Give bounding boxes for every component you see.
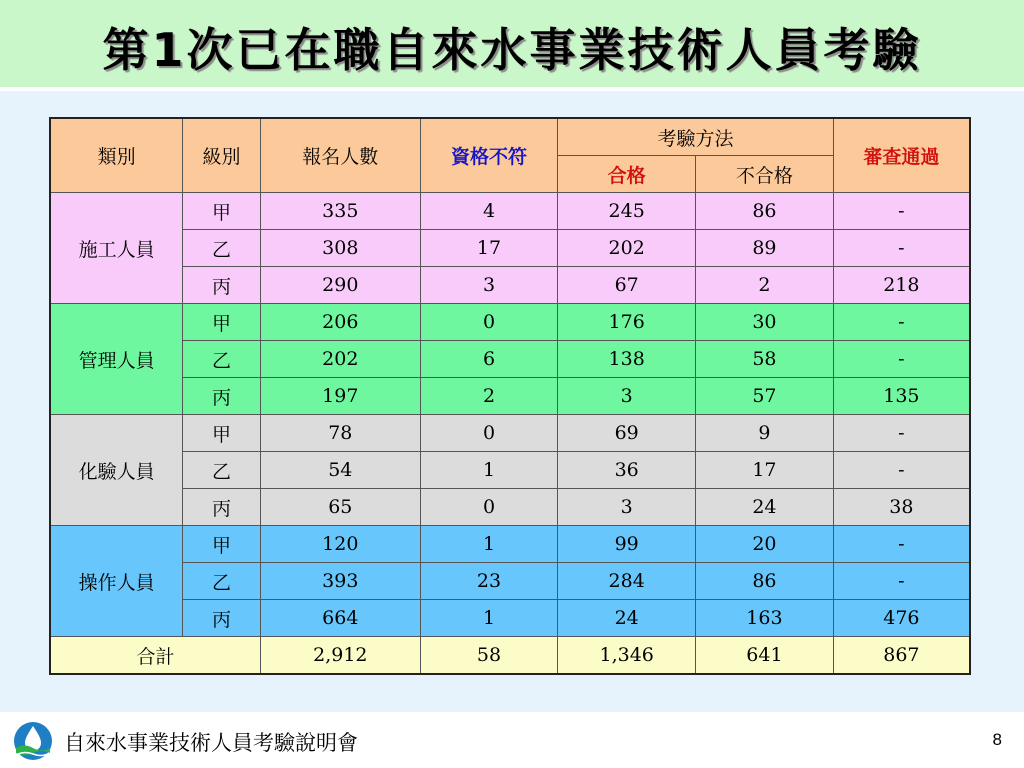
level-cell: 乙 <box>183 341 261 378</box>
review-cell: 476 <box>833 600 970 637</box>
registered-cell: 308 <box>260 230 420 267</box>
review-cell: - <box>833 415 970 452</box>
registered-cell: 664 <box>260 600 420 637</box>
water-drop-logo-icon <box>10 721 56 761</box>
table-row <box>50 415 970 452</box>
unqualified-cell: 23 <box>420 563 558 600</box>
category-cell: 管理人員 <box>50 304 183 415</box>
pass-cell: 138 <box>558 341 696 378</box>
slide-title: 第1次已在職自來水事業技術人員考驗 <box>102 23 922 77</box>
table-row <box>50 600 970 637</box>
registered-cell: 290 <box>260 267 420 304</box>
table-row <box>50 304 970 341</box>
level-cell: 甲 <box>183 415 261 452</box>
review-cell: - <box>833 193 970 230</box>
review-cell: - <box>833 452 970 489</box>
total-row <box>50 637 970 675</box>
unqualified-cell: 4 <box>420 193 558 230</box>
review-cell: 38 <box>833 489 970 526</box>
registered-cell: 393 <box>260 563 420 600</box>
level-cell: 丙 <box>183 267 261 304</box>
unqualified-cell: 0 <box>420 489 558 526</box>
header-level: 級別 <box>183 118 261 193</box>
registered-cell: 335 <box>260 193 420 230</box>
fail-cell: 9 <box>696 415 834 452</box>
total-fail-cell: 641 <box>696 637 834 675</box>
registered-cell: 120 <box>260 526 420 563</box>
level-cell: 甲 <box>183 304 261 341</box>
review-cell: 218 <box>833 267 970 304</box>
fail-cell: 86 <box>696 193 834 230</box>
header-registered: 報名人數 <box>260 118 420 193</box>
footer <box>0 712 1024 768</box>
table-row <box>50 563 970 600</box>
table-row <box>50 193 970 230</box>
fail-cell: 57 <box>696 378 834 415</box>
review-cell: 135 <box>833 378 970 415</box>
fail-cell: 17 <box>696 452 834 489</box>
header-exam-method: 考驗方法 <box>558 118 833 156</box>
level-cell: 甲 <box>183 193 261 230</box>
pass-cell: 284 <box>558 563 696 600</box>
level-cell: 甲 <box>183 526 261 563</box>
unqualified-cell: 0 <box>420 415 558 452</box>
header-review-passed: 審查通過 <box>833 118 970 193</box>
review-cell: - <box>833 304 970 341</box>
pass-cell: 202 <box>558 230 696 267</box>
level-cell: 乙 <box>183 563 261 600</box>
pass-cell: 99 <box>558 526 696 563</box>
slide-body <box>0 91 1024 712</box>
pass-cell: 69 <box>558 415 696 452</box>
pass-cell: 3 <box>558 378 696 415</box>
header-pass: 合格 <box>558 156 696 193</box>
registered-cell: 197 <box>260 378 420 415</box>
review-cell: - <box>833 341 970 378</box>
pass-cell: 24 <box>558 600 696 637</box>
header-category: 類別 <box>50 118 183 193</box>
pass-cell: 36 <box>558 452 696 489</box>
registered-cell: 54 <box>260 452 420 489</box>
fail-cell: 89 <box>696 230 834 267</box>
fail-cell: 24 <box>696 489 834 526</box>
level-cell: 乙 <box>183 452 261 489</box>
registered-cell: 78 <box>260 415 420 452</box>
level-cell: 乙 <box>183 230 261 267</box>
fail-cell: 163 <box>696 600 834 637</box>
total-review-cell: 867 <box>833 637 970 675</box>
header-fail: 不合格 <box>696 156 834 193</box>
table-row <box>50 378 970 415</box>
review-cell: - <box>833 526 970 563</box>
category-cell: 施工人員 <box>50 193 183 304</box>
table-header-row <box>50 118 970 156</box>
unqualified-cell: 3 <box>420 267 558 304</box>
unqualified-cell: 17 <box>420 230 558 267</box>
unqualified-cell: 2 <box>420 378 558 415</box>
page-number: 8 <box>992 730 1002 749</box>
exam-results-table <box>49 117 971 675</box>
pass-cell: 245 <box>558 193 696 230</box>
category-cell: 操作人員 <box>50 526 183 637</box>
total-unqualified-cell: 58 <box>420 637 558 675</box>
registered-cell: 202 <box>260 341 420 378</box>
review-cell: - <box>833 563 970 600</box>
table-row <box>50 267 970 304</box>
pass-cell: 3 <box>558 489 696 526</box>
category-cell: 化驗人員 <box>50 415 183 526</box>
unqualified-cell: 1 <box>420 526 558 563</box>
total-pass-cell: 1,346 <box>558 637 696 675</box>
header-unqualified: 資格不符 <box>420 118 558 193</box>
pass-cell: 67 <box>558 267 696 304</box>
title-bar <box>0 0 1024 91</box>
table-row <box>50 341 970 378</box>
level-cell: 丙 <box>183 489 261 526</box>
table-row <box>50 452 970 489</box>
table-row <box>50 526 970 563</box>
table-row <box>50 230 970 267</box>
pass-cell: 176 <box>558 304 696 341</box>
fail-cell: 20 <box>696 526 834 563</box>
fail-cell: 30 <box>696 304 834 341</box>
unqualified-cell: 6 <box>420 341 558 378</box>
review-cell: - <box>833 230 970 267</box>
footer-title: 自來水事業技術人員考驗說明會 <box>64 731 358 755</box>
total-registered-cell: 2,912 <box>260 637 420 675</box>
unqualified-cell: 0 <box>420 304 558 341</box>
level-cell: 丙 <box>183 600 261 637</box>
unqualified-cell: 1 <box>420 600 558 637</box>
fail-cell: 58 <box>696 341 834 378</box>
level-cell: 丙 <box>183 378 261 415</box>
registered-cell: 206 <box>260 304 420 341</box>
fail-cell: 86 <box>696 563 834 600</box>
total-label: 合計 <box>50 637 260 675</box>
unqualified-cell: 1 <box>420 452 558 489</box>
fail-cell: 2 <box>696 267 834 304</box>
table-row <box>50 489 970 526</box>
registered-cell: 65 <box>260 489 420 526</box>
